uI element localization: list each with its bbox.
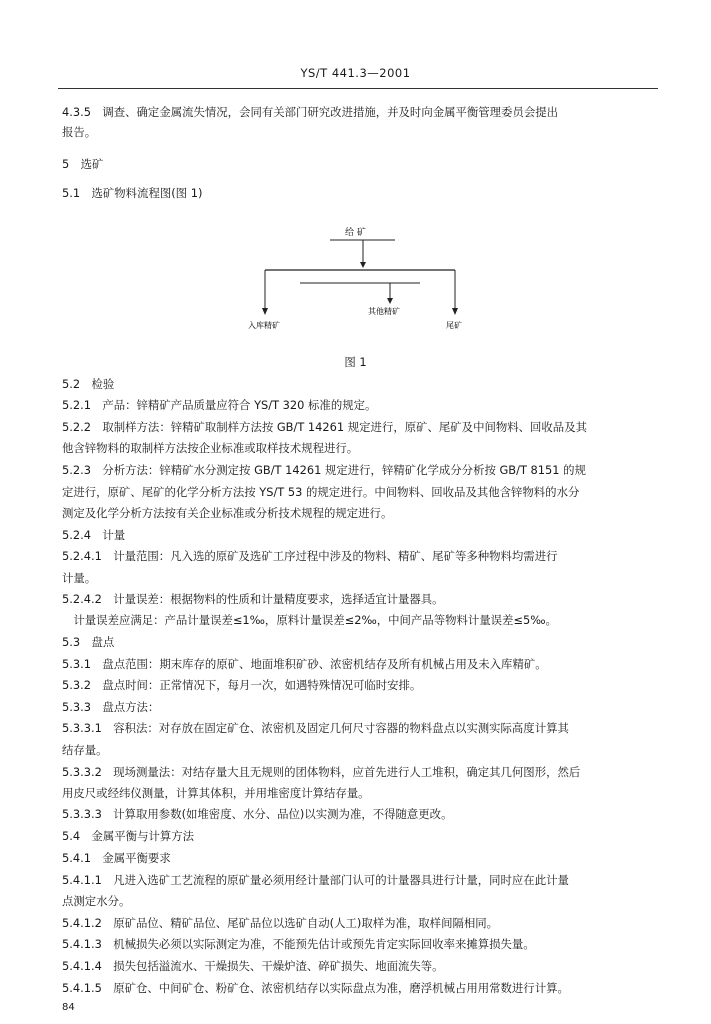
diagram-label-stored-concentrate: 入库精矿 — [248, 321, 280, 330]
para-5-3-3-1: 5.3.3.1 容积法：对存放在固定矿仓、浓密机及固定几何尺寸容器的物料盘点以实测实际高度计算其 — [62, 721, 569, 735]
subsection-5-1-heading: 5.1 选矿物料流程图(图 1) — [62, 186, 203, 200]
para-5-4-1-1: 5.4.1.1 凡进入选矿工艺流程的原矿量必须用经计量部门认可的计量器具进行计量，同时应在此计量 — [62, 873, 569, 887]
left-branch-arrow — [262, 308, 268, 315]
para-5-4-1-4: 5.4.1.4 损失包括溢流水、干燥损失、干燥炉渣、碎矿损失、地面流失等。 — [62, 959, 444, 973]
feed-arrow — [360, 262, 366, 268]
para-5-2-3-cont1: 定进行，原矿、尾矿的化学分析方法按 YS/T 53 的规定进行。中间物料、回收品及其他含锌物料的水分 — [62, 485, 580, 499]
para-5-2-2: 5.2.2 取制样方法：锌精矿取制样方法按 GB/T 14261 规定进行，原矿、尾矿及中间物料、回收品及其 — [62, 420, 587, 434]
para-5-4-1-1-cont: 点测定水分。 — [62, 894, 131, 908]
para-4-3-5-cont: 报告。 — [62, 125, 97, 139]
para-5-2-4-1: 5.2.4.1 计量范围：凡入选的原矿及选矿工序过程中涉及的物料、精矿、尾矿等多种物料均需进行 — [62, 549, 558, 563]
subsection-5-2-heading: 5.2 检验 — [62, 377, 115, 391]
para-5-4-1-2: 5.4.1.2 原矿品位、精矿品位、尾矿品位以选矿自动(人工)取样为准，取样间隔相同。 — [62, 916, 499, 930]
para-5-2-1: 5.2.1 产品：锌精矿产品质量应符合 YS/T 320 标准的规定。 — [62, 398, 377, 412]
para-5-2-3-cont2: 测定及化学分析方法按有关企业标准或分析技术规程的规定进行。 — [62, 506, 393, 520]
right-branch-arrow — [452, 308, 458, 315]
diagram-label-tailings: 尾矿 — [446, 321, 462, 330]
subsection-5-2-4-heading: 5.2.4 计量 — [62, 528, 126, 542]
diagram-label-feed: 给 矿 — [345, 228, 366, 238]
subsection-5-4-1-heading: 5.4.1 金属平衡要求 — [62, 851, 171, 865]
para-5-2-4-2: 5.2.4.2 计量误差：根据物料的性质和计量精度要求，选择适宜计量器具。 — [62, 592, 444, 606]
figure-caption: 图 1 — [344, 355, 367, 369]
para-5-3-1: 5.3.1 盘点范围：期末库存的原矿、地面堆积矿砂、浓密机结存及所有机械占用及未入库精矿。 — [62, 657, 547, 671]
subsection-5-3-heading: 5.3 盘点 — [62, 635, 115, 649]
para-5-3-3-1-cont: 结存量。 — [62, 743, 108, 757]
header-rule — [58, 88, 658, 89]
para-5-2-4-2-cont: 计量误差应满足：产品计量误差≤1‰，原料计量误差≤2‰，中间产品等物料计量误差≤5‰。 — [62, 613, 557, 627]
para-5-3-3: 5.3.3 盘点方法： — [62, 700, 160, 714]
para-5-2-4-1-cont: 计量。 — [62, 571, 97, 585]
para-5-3-3-3: 5.3.3.3 计算取用参数(如堆密度、水分、品位)以实测为准，不得随意更改。 — [62, 807, 453, 821]
page-header-code: YS/T 441.3—2001 — [300, 66, 411, 80]
para-5-2-3: 5.2.3 分析方法：锌精矿水分测定按 GB/T 14261 规定进行，锌精矿化学成分分析按 GB/T 8151 的规 — [62, 463, 586, 477]
para-5-4-1-5: 5.4.1.5 原矿仓、中间矿仓、粉矿仓、浓密机结存以实际盘点为准，磨浮机械占用用常数进行计算。 — [62, 981, 569, 995]
page-number: 84 — [62, 1002, 75, 1013]
section-5-heading: 5 选矿 — [62, 157, 104, 171]
para-5-3-2: 5.3.2 盘点时间：正常情况下，每月一次，如遇特殊情况可临时安排。 — [62, 678, 422, 692]
para-5-2-2-cont: 他含锌物料的取制样方法按企业标准或取样技术规程进行。 — [62, 441, 359, 455]
mid-branch-arrow — [387, 298, 393, 304]
diagram-label-other-concentrate: 其他精矿 — [368, 307, 400, 316]
para-4-3-5: 4.3.5 调查、确定金属流失情况，会同有关部门研究改进措施，并及时向金属平衡管理委员会提出 — [62, 105, 559, 119]
subsection-5-4-heading: 5.4 金属平衡与计算方法 — [62, 829, 195, 843]
para-5-3-3-2: 5.3.3.2 现场测量法：对结存量大且无规则的团体物料，应首先进行人工堆积，确定其几何图形，然后 — [62, 765, 581, 779]
flow-diagram — [230, 220, 500, 345]
para-5-3-3-2-cont: 用皮尺或经纬仪测量，计算其体积，并用堆密度计算结存量。 — [62, 786, 370, 800]
para-5-4-1-3: 5.4.1.3 机械损失必须以实际测定为准，不能预先估计或预先肯定实际回收率来摊算损失量。 — [62, 937, 535, 951]
